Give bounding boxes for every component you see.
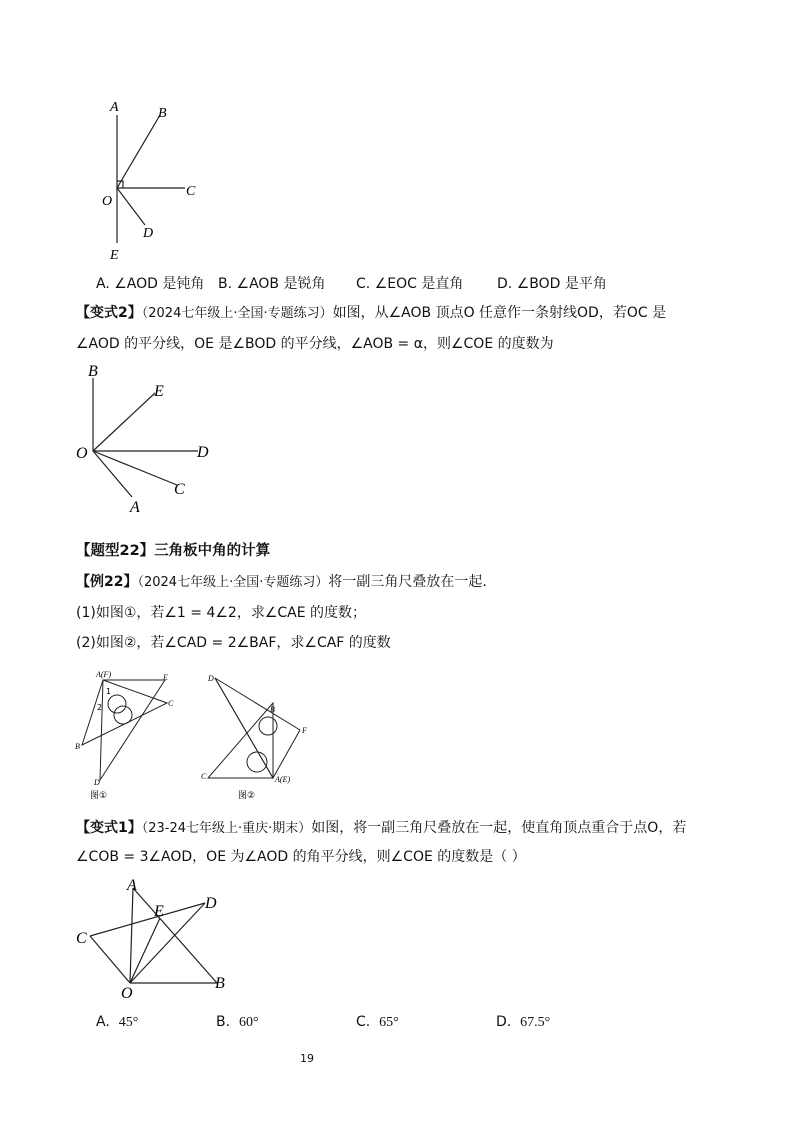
- example22-tag: 【例22】: [76, 574, 138, 590]
- label-E: E: [154, 383, 164, 400]
- variant2-line2: ∠AOD 的平分线，OE 是∠BOD 的平分线，∠AOB = α，则∠COE 的度数为: [76, 336, 554, 352]
- prev-option-d: D. ∠BOD 是平角: [497, 276, 607, 292]
- caption-figure-1: 图①: [90, 791, 108, 801]
- label-AE: A(E): [275, 775, 291, 784]
- label-AF: A(F): [96, 670, 112, 679]
- prev-option-b: B. ∠AOB 是锐角: [218, 276, 326, 292]
- label-E: E: [154, 903, 164, 920]
- label-A: A: [127, 877, 137, 894]
- label-B: B: [215, 975, 225, 992]
- label-C: C: [174, 481, 185, 498]
- label-D: D: [143, 226, 154, 241]
- label-angle-2: 2: [97, 703, 103, 712]
- figure-2-triangles: [200, 668, 320, 803]
- label-D: D: [205, 895, 217, 912]
- variant1-tag: 【变式1】: [76, 820, 142, 836]
- label-C: C: [168, 699, 174, 708]
- variant1-line2: ∠COB = 3∠AOD，OE 为∠AOD 的角平分线，则∠COE 的度数是（ ）: [76, 849, 526, 865]
- variant1-option-d: D. 67.5°: [496, 1014, 551, 1030]
- example22-sub1: (1)如图①，若∠1 = 4∠2，求∠CAE 的度数；: [76, 605, 367, 621]
- label-B: B: [270, 705, 275, 714]
- variant1-option-c: C. 65°: [356, 1014, 399, 1030]
- figure-overlapping-set-squares: [70, 876, 240, 1001]
- label-D: D: [197, 444, 209, 461]
- label-B: B: [88, 363, 98, 380]
- example22-source: （2024七年级上·全国·专题练习）: [137, 575, 329, 590]
- prev-option-c: C. ∠EOC 是直角: [356, 276, 464, 292]
- example22-stem: 【例22】（2024七年级上·全国·专题练习）将一副三角尺叠放在一起.: [76, 574, 487, 590]
- variant1-option-a: A. 45°: [96, 1014, 139, 1030]
- label-B: B: [158, 106, 167, 121]
- prev-option-a: A. ∠AOD 是钝角: [96, 276, 205, 292]
- label-D: D: [94, 778, 100, 787]
- variant1-line1: 【变式1】（23-24七年级上·重庆·期末）如图，将一副三角尺叠放在一起，使直角顶点重合于点O，若: [76, 820, 687, 836]
- label-C: C: [76, 930, 87, 947]
- variant1-source: （23-24七年级上·重庆·期末）: [141, 821, 312, 836]
- label-A: A: [130, 499, 140, 516]
- label-B: B: [75, 742, 80, 751]
- page-number: 19: [300, 1052, 314, 1065]
- label-O: O: [76, 445, 88, 462]
- variant2-source: （2024七年级上·全国·专题练习）: [141, 306, 333, 321]
- label-O: O: [121, 985, 133, 1001]
- label-E: E: [163, 673, 168, 682]
- label-C: C: [186, 184, 196, 199]
- label-D: D: [208, 674, 214, 683]
- variant1-option-b: B. 60°: [216, 1014, 259, 1030]
- label-F: F: [302, 726, 307, 735]
- label-E: E: [110, 248, 119, 263]
- label-C: C: [201, 772, 207, 781]
- variant2-tag: 【变式2】: [76, 305, 142, 321]
- example22-sub2: (2)如图②，若∠CAD = 2∠BAF，求∠CAF 的度数: [76, 635, 391, 651]
- figure-perpendicular-rays: [90, 95, 220, 265]
- label-O: O: [102, 194, 113, 209]
- label-A: A: [110, 100, 119, 115]
- caption-figure-2: 图②: [238, 791, 256, 801]
- figure-1-triangles: [70, 668, 190, 803]
- section-heading: 【题型22】三角板中角的计算: [76, 543, 271, 559]
- label-angle-1: 1: [106, 687, 112, 696]
- figure-bisectors: [70, 360, 230, 520]
- variant2-line1: 【变式2】（2024七年级上·全国·专题练习）如图，从∠AOB 顶点O 任意作一条射线OD，若OC 是: [76, 305, 667, 321]
